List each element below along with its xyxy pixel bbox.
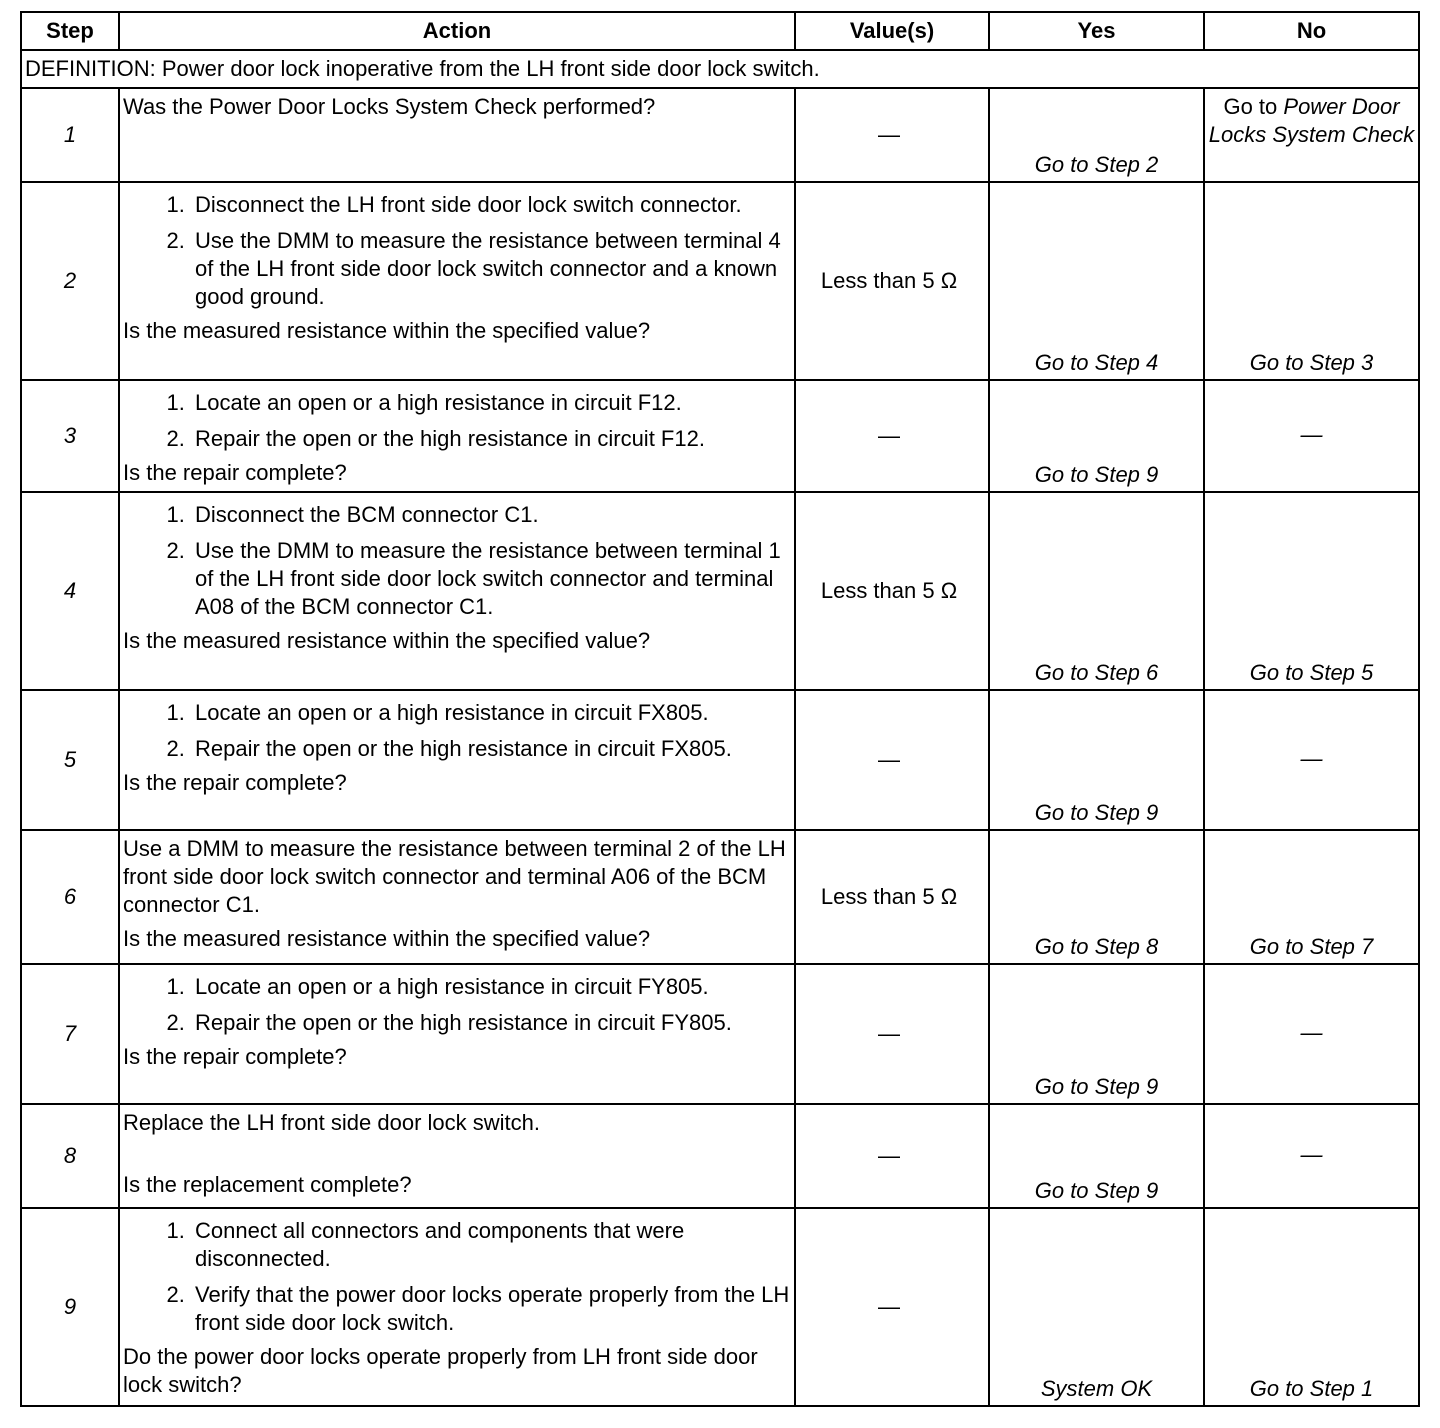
action-item: 1. Disconnect the LH front side door lock switch connector. (191, 191, 792, 219)
table-row (21, 830, 1419, 964)
action-cell (119, 690, 795, 830)
action-cell (119, 492, 795, 690)
action-question: Was the Power Door Locks System Check performed? (123, 94, 656, 119)
header-row (21, 12, 1419, 50)
step-number: 9 (21, 1208, 119, 1406)
value-cell: — (795, 1104, 989, 1208)
value-cell: — (795, 964, 989, 1104)
no-cell (1204, 88, 1419, 182)
no-cell: — (1204, 380, 1419, 492)
action-intro: Use a DMM to measure the resistance between terminal 2 of the LH front side door lock switch connector and terminal A06 of the BCM connector C1. (123, 836, 786, 917)
action-question: Is the repair complete? (123, 460, 347, 485)
header-action: Action (119, 12, 795, 50)
no-cell: — (1204, 1104, 1419, 1208)
action-cell (119, 964, 795, 1104)
action-question: Is the repair complete? (123, 770, 347, 795)
action-cell (119, 1208, 795, 1406)
step-number: 8 (21, 1104, 119, 1208)
action-question: Is the measured resistance within the specified value? (123, 318, 651, 343)
yes-cell: Go to Step 9 (989, 964, 1204, 1104)
yes-cell: System OK (989, 1208, 1204, 1406)
step-number: 2 (21, 182, 119, 380)
yes-cell: Go to Step 8 (989, 830, 1204, 964)
yes-cell: Go to Step 9 (989, 690, 1204, 830)
table-row (21, 380, 1419, 492)
header-step: Step (21, 12, 119, 50)
action-question: Is the measured resistance within the specified value? (123, 926, 651, 951)
action-cell (119, 1104, 795, 1208)
table-row (21, 1208, 1419, 1406)
action-cell (119, 380, 795, 492)
yes-cell: Go to Step 2 (989, 88, 1204, 182)
step-number: 1 (21, 88, 119, 182)
value-cell: — (795, 380, 989, 492)
action-item: 2. Use the DMM to measure the resistance between terminal 4 of the LH front side door lock switch connector and a known good ground. (191, 227, 792, 311)
table-row (21, 88, 1419, 182)
diagnostic-table-container (20, 11, 1418, 1407)
no-cell: Go to Step 1 (1204, 1208, 1419, 1406)
action-list (123, 191, 792, 311)
step-number: 3 (21, 380, 119, 492)
action-list (123, 973, 792, 1037)
value-cell: Less than 5 Ω (795, 830, 989, 964)
yes-cell: Go to Step 6 (989, 492, 1204, 690)
action-item: 2. Repair the open or the high resistance in circuit FY805. (191, 1009, 792, 1037)
table-row (21, 492, 1419, 690)
action-list (123, 699, 792, 763)
diagnostic-table (20, 11, 1420, 1407)
definition-text: DEFINITION: Power door lock inoperative from the LH front side door lock switch. (21, 50, 1419, 88)
action-item: 1. Disconnect the BCM connector C1. (191, 501, 792, 529)
action-item: 2. Repair the open or the high resistance in circuit F12. (191, 425, 792, 453)
table-row (21, 182, 1419, 380)
table-row (21, 1104, 1419, 1208)
action-item: 1. Locate an open or a high resistance in circuit FY805. (191, 973, 792, 1001)
no-link-text: Power Door Locks System Check (1208, 94, 1415, 147)
step-number: 5 (21, 690, 119, 830)
value-cell: — (795, 88, 989, 182)
action-item: 1. Locate an open or a high resistance in circuit FX805. (191, 699, 792, 727)
no-cell: — (1204, 964, 1419, 1104)
step-number: 4 (21, 492, 119, 690)
action-cell (119, 830, 795, 964)
yes-cell: Go to Step 9 (989, 380, 1204, 492)
action-item: 2. Verify that the power door locks operate properly from the LH front side door lock switch. (191, 1281, 792, 1337)
no-cell: — (1204, 690, 1419, 830)
yes-cell: Go to Step 4 (989, 182, 1204, 380)
value-cell: — (795, 690, 989, 830)
no-cell: Go to Step 5 (1204, 492, 1419, 690)
header-values: Value(s) (795, 12, 989, 50)
yes-cell: Go to Step 9 (989, 1104, 1204, 1208)
action-item: 1. Connect all connectors and components that were disconnected. (191, 1217, 792, 1273)
header-yes: Yes (989, 12, 1204, 50)
action-question: Do the power door locks operate properly from LH front side door lock switch? (123, 1344, 758, 1397)
value-cell: Less than 5 Ω (795, 182, 989, 380)
action-item: 1. Locate an open or a high resistance in circuit F12. (191, 389, 792, 417)
action-item: 2. Use the DMM to measure the resistance between terminal 1 of the LH front side door lock switch connector and terminal A08 of the BCM connector C1. (191, 537, 792, 621)
no-cell: Go to Step 3 (1204, 182, 1419, 380)
value-cell: — (795, 1208, 989, 1406)
table-row (21, 690, 1419, 830)
header-no: No (1204, 12, 1419, 50)
action-question: Is the measured resistance within the specified value? (123, 628, 651, 653)
step-number: 6 (21, 830, 119, 964)
table-row (21, 964, 1419, 1104)
action-cell (119, 182, 795, 380)
definition-row (21, 50, 1419, 88)
action-list (123, 1217, 792, 1337)
action-item: 2. Repair the open or the high resistance in circuit FX805. (191, 735, 792, 763)
action-list (123, 389, 792, 453)
no-prefix: Go to (1223, 94, 1278, 119)
action-question: Is the replacement complete? (123, 1172, 412, 1197)
action-question: Is the repair complete? (123, 1044, 347, 1069)
action-intro: Replace the LH front side door lock switch. (123, 1110, 540, 1135)
action-cell (119, 88, 795, 182)
action-list (123, 501, 792, 621)
step-number: 7 (21, 964, 119, 1104)
no-cell: Go to Step 7 (1204, 830, 1419, 964)
value-cell: Less than 5 Ω (795, 492, 989, 690)
